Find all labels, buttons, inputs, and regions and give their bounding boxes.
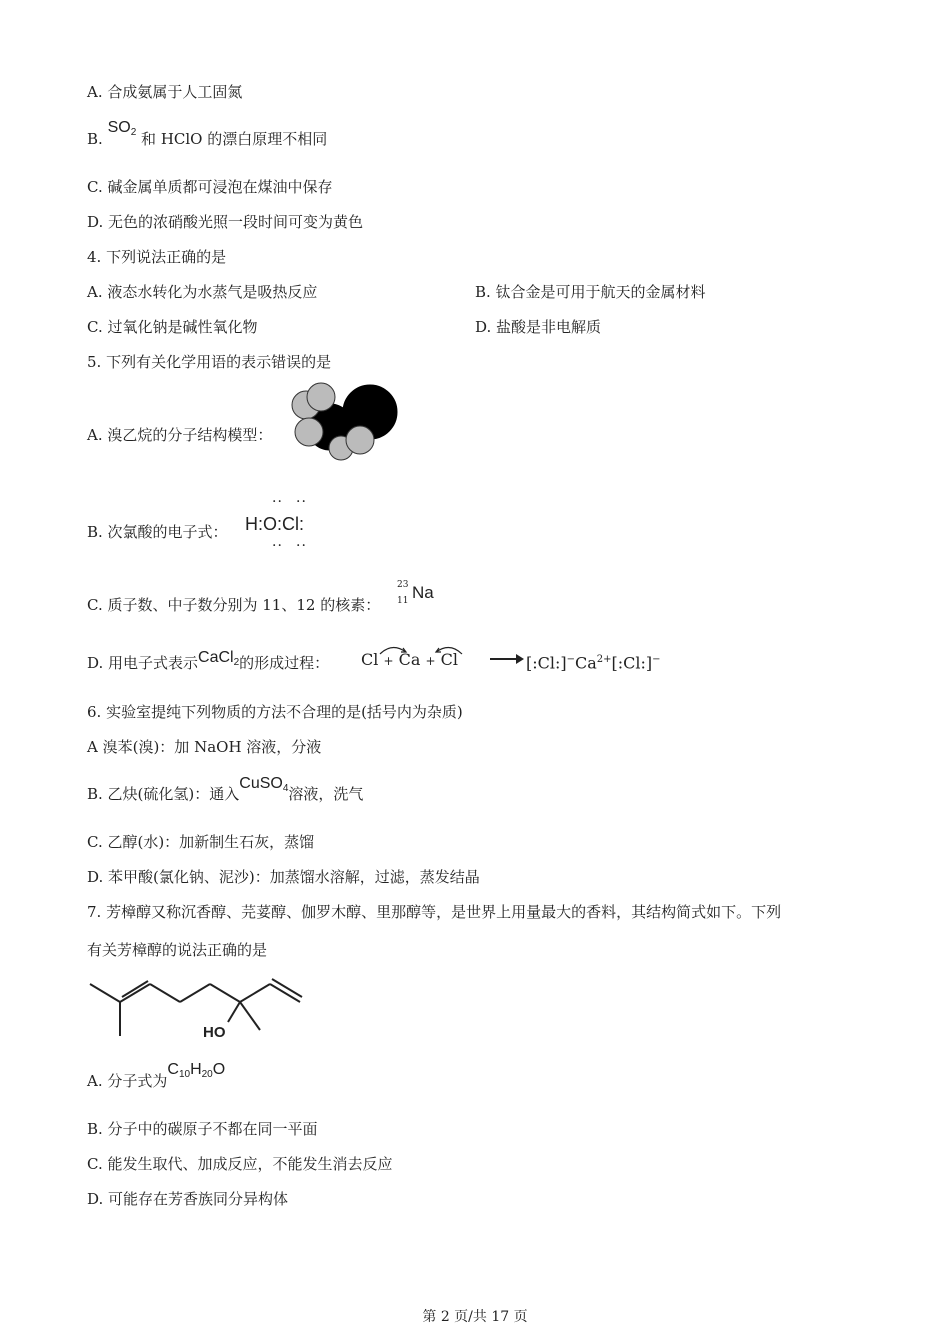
reaction-arrow <box>490 652 526 666</box>
q6-option-a: A 溴苯(溴)：加 NaOH 溶液，分液 <box>87 738 322 756</box>
q5-option-d-prefix: D. 用电子式表示 <box>87 654 199 672</box>
q3-option-d: D. 无色的浓硝酸光照一段时间可变为黄色 <box>87 213 364 231</box>
formula-h: H <box>190 1061 202 1078</box>
so2-text: SO <box>107 119 131 136</box>
formula-c: C <box>167 1061 179 1078</box>
left-cl-2: Cl <box>440 650 458 669</box>
cacl2-product <box>526 650 661 673</box>
plus-1: + <box>383 654 394 668</box>
q5-option-d <box>87 649 330 679</box>
q3-option-b-prefix: B. <box>87 130 103 148</box>
q6-option-d: D. 苯甲酸(氯化钠、泥沙)：加蒸馏水溶解，过滤，蒸发结晶 <box>87 868 480 886</box>
electron-dots-top-cl: ·· <box>296 494 307 510</box>
q7-option-a <box>87 1061 226 1097</box>
cuso4-text: CuSO <box>239 775 283 792</box>
formula-c-subscript: 10 <box>178 1069 191 1080</box>
q7-option-a-prefix: A. 分子式为 <box>87 1072 168 1090</box>
q3-option-a: A. 合成氨属于人工固氮 <box>87 83 243 101</box>
minus-charge-2: − <box>652 654 661 665</box>
minus-charge-1: − <box>566 654 576 665</box>
q5-option-b: B. 次氯酸的电子式： <box>87 523 228 541</box>
q7-option-b: B. 分子中的碳原子不都在同一平面 <box>87 1120 318 1138</box>
so2-subscript: 2 <box>130 127 137 138</box>
hclo-electron-formula: H:O:Cl: <box>245 514 305 534</box>
left-cl-1: Cl <box>361 650 379 669</box>
q7-stem-line2: 有关芳樟醇的说法正确的是 <box>87 941 268 959</box>
q5-stem: 5. 下列有关化学用语的表示错误的是 <box>87 353 332 371</box>
q4-option-b: B. 钛合金是可用于航天的金属材料 <box>475 283 706 301</box>
na-mass-number: 23 <box>397 580 409 590</box>
formula-h-subscript: 20 <box>201 1069 213 1080</box>
q7-stem-line1: 7. 芳樟醇又称沉香醇、芫荽醇、伽罗木醇、里那醇等，是世界上用量最大的香料，其结构简式如下。下列 <box>87 903 782 921</box>
q6-option-b-suffix: 溶液，洗气 <box>288 785 364 803</box>
q4-option-c: C. 过氧化钠是碱性氧化物 <box>87 318 258 336</box>
page-footer: 第 2 页/共 17 页 <box>422 1309 528 1325</box>
na-symbol: Na <box>412 583 434 602</box>
q3-option-c: C. 碱金属单质都可浸泡在煤油中保存 <box>87 178 333 196</box>
electron-dots-top-o: ·· <box>272 494 283 510</box>
cuso4-formula <box>239 775 288 792</box>
q7-option-d: D. 可能存在芳香族同分异构体 <box>87 1190 289 1208</box>
cacl2-subscript: 2 <box>233 657 240 668</box>
cacl2-text: CaCl <box>198 649 234 666</box>
linalool-molecular-formula <box>167 1061 225 1078</box>
q5-option-d-suffix: 的形成过程： <box>239 654 330 672</box>
right-cl-2: [:Cl:] <box>611 653 653 673</box>
q4-option-a: A. 液态水转化为水蒸气是吸热反应 <box>87 283 318 301</box>
q5-option-a: A. 溴乙烷的分子结构模型： <box>87 426 273 444</box>
cuso4-subscript: 4 <box>282 783 289 794</box>
formula-o: O <box>212 1061 226 1078</box>
electron-transfer-arrows <box>370 640 490 670</box>
right-cl-1: [:Cl:] <box>526 653 567 673</box>
right-ca: Ca <box>575 653 597 673</box>
electron-dots-bottom-o: ·· <box>272 538 283 554</box>
q6-option-c: C. 乙醇(水)：加新制生石灰，蒸馏 <box>87 833 315 851</box>
q6-option-b-prefix: B. 乙炔(硫化氢)：通入 <box>87 785 240 803</box>
hydroxyl-label: HO <box>203 1024 226 1041</box>
plus-2: + <box>425 654 436 668</box>
left-ca: Ca <box>398 650 421 669</box>
linalool-structure <box>88 978 308 1040</box>
q3-option-b-formula <box>108 119 137 136</box>
q6-option-b <box>87 775 364 810</box>
cacl2-formula <box>198 649 239 666</box>
q3-option-b <box>87 119 328 155</box>
q4-option-d: D. 盐酸是非电解质 <box>475 318 602 336</box>
q4-stem: 4. 下列说法正确的是 <box>87 248 227 266</box>
q7-option-c: C. 能发生取代、加成反应，不能发生消去反应 <box>87 1155 393 1173</box>
q3-option-b-text: 和 HClO 的漂白原理不相同 <box>141 130 328 148</box>
electron-dots-bottom-cl: ·· <box>296 538 307 554</box>
bromoethane-ball-model <box>288 382 400 462</box>
q5-option-c: C. 质子数、中子数分别为 11、12 的核素： <box>87 596 381 614</box>
q6-stem: 6. 实验室提纯下列物质的方法不合理的是(括号内为杂质) <box>87 703 463 721</box>
ca-charge: 2+ <box>596 654 612 665</box>
na-atomic-number: 11 <box>397 596 409 606</box>
